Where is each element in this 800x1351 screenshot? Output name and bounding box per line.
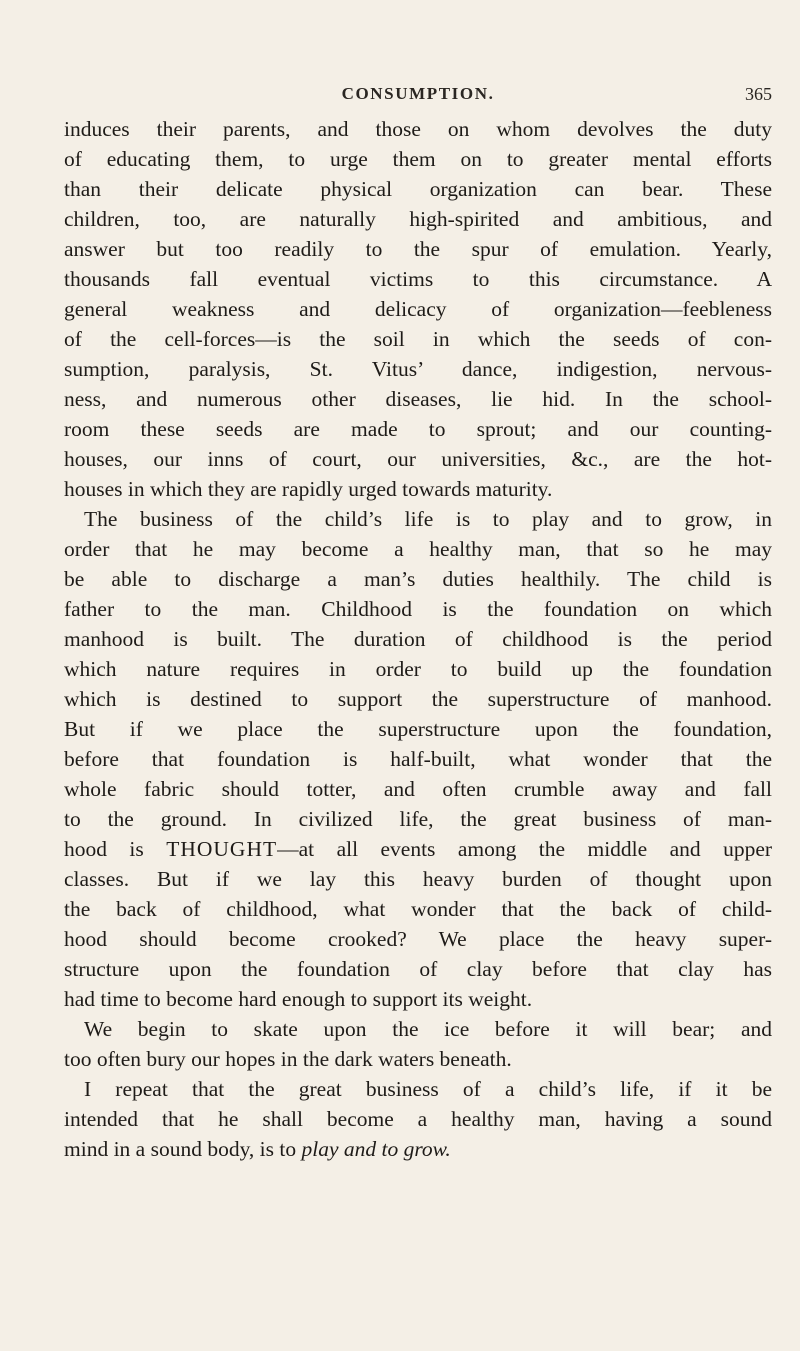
text-line: be able to discharge a man’s duties healthily. The child is	[64, 567, 772, 591]
text-line: thousands fall eventual victims to this circumstance. A	[64, 267, 772, 291]
text-line: But if we place the superstructure upon the foundation,	[64, 717, 772, 741]
paragraph-start-line: I repeat that the great business of a child’s life, if it be	[84, 1077, 772, 1101]
paragraph-start-line: We begin to skate upon the ice before it will bear; and	[84, 1017, 772, 1041]
text-line-with-italics	[64, 1134, 772, 1164]
text-line: than their delicate physical organization can bear. These	[64, 177, 772, 201]
text-line: hood should become crooked? We place the heavy super-	[64, 927, 772, 951]
text-line: houses, our inns of court, our universities, &c., are the hot-	[64, 447, 772, 471]
text-line: houses in which they are rapidly urged towards maturity.	[64, 477, 553, 501]
text-line: children, too, are naturally high-spirited and ambitious, and	[64, 207, 772, 231]
text-line: general weakness and delicacy of organization—feebleness	[64, 297, 772, 321]
text-line: which is destined to support the superstructure of manhood.	[64, 687, 772, 711]
text-line: manhood is built. The duration of childhood is the period	[64, 627, 772, 651]
text-line: had time to become hard enough to support its weight.	[64, 987, 533, 1011]
text-line: before that foundation is half-built, what wonder that the	[64, 747, 772, 771]
emphasis-thought: THOUGHT	[166, 837, 278, 861]
text-line: ness, and numerous other diseases, lie hid. In the school-	[64, 387, 772, 411]
running-head	[64, 84, 772, 110]
text-line: whole fabric should totter, and often crumble away and fall	[64, 777, 772, 801]
text-line: too often bury our hopes in the dark waters beneath.	[64, 1047, 512, 1071]
text-line: order that he may become a healthy man, that so he may	[64, 537, 772, 561]
text-line: induces their parents, and those on whom devolves the duty	[64, 117, 772, 141]
running-title: CONSUMPTION.	[341, 84, 495, 103]
text-fragment: mind in a sound body, is to	[64, 1137, 297, 1161]
text-line: structure upon the foundation of clay before that clay has	[64, 957, 772, 981]
text-line: answer but too readily to the spur of emulation. Yearly,	[64, 237, 772, 261]
page-number: 365	[745, 84, 772, 104]
text-fragment: —at all events among the middle and upper	[277, 837, 773, 861]
body-text	[64, 114, 772, 1164]
emphasis-play-and-grow: play and to grow.	[301, 1137, 451, 1161]
text-line: the back of childhood, what wonder that the back of child-	[64, 897, 772, 921]
text-line: classes. But if we lay this heavy burden of thought upon	[64, 867, 772, 891]
text-line: to the ground. In civilized life, the great business of man-	[64, 807, 772, 831]
text-line: intended that he shall become a healthy man, having a sound	[64, 1107, 772, 1131]
text-line-with-smallcaps	[64, 834, 772, 864]
text-line: room these seeds are made to sprout; and our counting-	[64, 417, 772, 441]
text-line: sumption, paralysis, St. Vitus’ dance, indigestion, nervous-	[64, 357, 772, 381]
paragraph-start-line: The business of the child’s life is to play and to grow, in	[84, 507, 772, 531]
text-fragment: hood is	[64, 837, 144, 861]
text-line: of educating them, to urge them on to greater mental efforts	[64, 147, 772, 171]
text-line: of the cell-forces—is the soil in which the seeds of con-	[64, 327, 772, 351]
text-line: father to the man. Childhood is the foundation on which	[64, 597, 772, 621]
text-line: which nature requires in order to build up the foundation	[64, 657, 772, 681]
